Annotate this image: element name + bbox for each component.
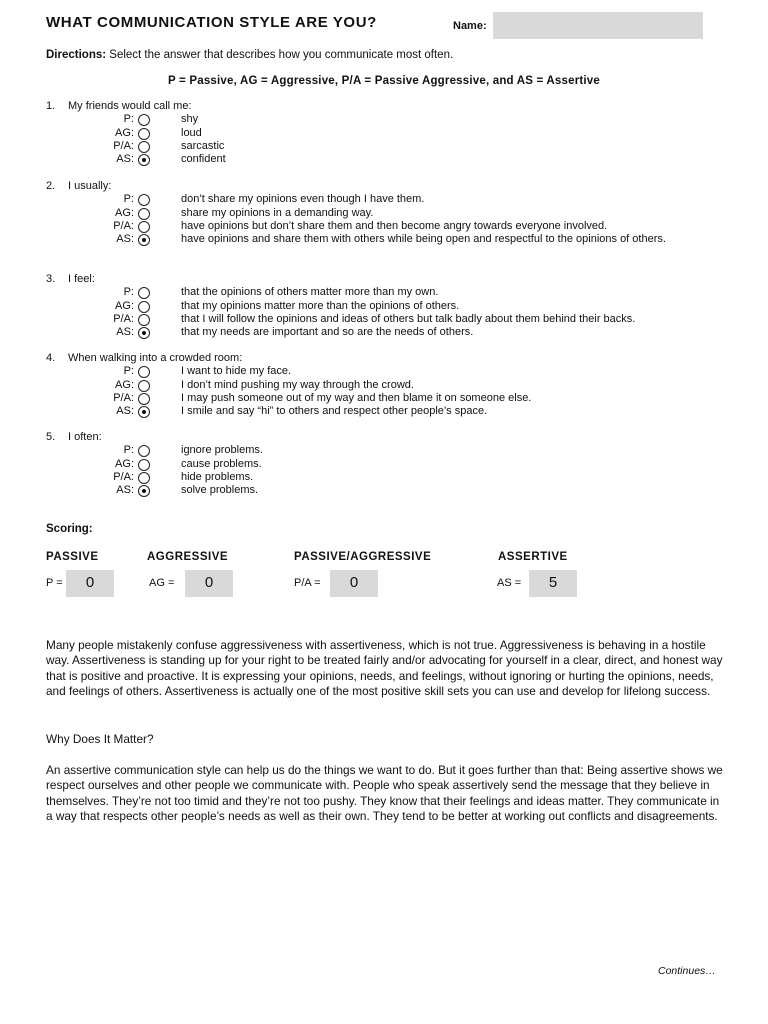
option-code: AS: xyxy=(116,233,134,246)
option-text: share my opinions in a demanding way. xyxy=(181,206,374,219)
question-number: 5. xyxy=(46,431,56,443)
score-label-assertive: AS = xyxy=(497,577,522,589)
option-code: P/A: xyxy=(113,470,134,483)
option-text: have opinions and share them with others while being open and respectful to the opinions of others. xyxy=(181,233,666,246)
body-subheading: Why Does It Matter? xyxy=(46,732,154,746)
option-code: AS: xyxy=(116,326,134,339)
option-text: that my opinions matter more than the opinions of others. xyxy=(181,299,460,312)
question-text: I usually: xyxy=(68,180,112,192)
option-text: I don’t mind pushing my way through the crowd. xyxy=(181,378,414,391)
radio-button[interactable] xyxy=(138,141,150,153)
directions xyxy=(46,49,453,61)
question-text: I feel: xyxy=(68,273,95,285)
radio-button-selected[interactable] xyxy=(138,234,150,246)
question-number: 3. xyxy=(46,273,56,285)
option-code: AG: xyxy=(115,378,134,391)
directions-label: Directions: xyxy=(46,49,107,61)
option-text: I may push someone out of my way and then blame it on someone else. xyxy=(181,391,532,404)
body-paragraph-2: An assertive communication style can help us do the things we want to do. But it goes further than that: Being assertive shows we respect ourselves and other people we communicate with. People who speak assertively send the message that they believe in themselves. They’re not too timid and they’re not too pushy. They know that their feelings and ideas matter. They communicate in a way that respects other people’s needs as well as their own. They tend to be better at working out conflicts and disagreements. xyxy=(46,763,723,823)
option-code: AS: xyxy=(116,484,134,497)
option-text: shy xyxy=(181,113,199,126)
score-value-passive[interactable]: 0 xyxy=(66,570,114,597)
question-number: 1. xyxy=(46,100,56,112)
score-label-passive: P = xyxy=(46,577,63,589)
radio-button[interactable] xyxy=(138,221,150,233)
continues-note: Continues… xyxy=(658,965,716,977)
option-code: AS: xyxy=(116,153,134,166)
option-code: P/A: xyxy=(113,391,134,404)
question-text: When walking into a crowded room: xyxy=(68,352,243,364)
option-text: solve problems. xyxy=(181,484,259,497)
option-text: have opinions but don’t share them and then become angry towards everyone involved. xyxy=(181,219,608,232)
option-code: P: xyxy=(123,113,134,126)
option-text: that my needs are important and so are the needs of others. xyxy=(181,326,474,339)
option-text: that I will follow the opinions and ideas of others but talk badly about them behind their backs. xyxy=(181,312,636,325)
question-number: 2. xyxy=(46,180,56,192)
name-label: Name: xyxy=(453,20,487,32)
option-text: I smile and say “hi” to others and respect other people’s space. xyxy=(181,405,488,418)
option-text: don’t share my opinions even though I have them. xyxy=(181,193,425,206)
radio-button[interactable] xyxy=(138,287,150,299)
body-paragraph-1: Many people mistakenly confuse aggressiveness with assertiveness, which is not true. Aggressiveness is behaving in a hostile way. Assertiveness is standing up for your right to be treated fairly and/or advocating for yourself in a clear, direct, and honest way that is positive and proactive. It is expressing your opinions, needs, and feelings, without ignoring or hurting the opinions, needs, and feelings of others. Assertiveness is actually one of the most positive skill sets you can use and develop for lifelong success. xyxy=(46,638,723,698)
option-code: AG: xyxy=(115,457,134,470)
option-text: hide problems. xyxy=(181,470,254,483)
score-label-aggressive: AG = xyxy=(149,577,175,589)
radio-button-selected[interactable] xyxy=(138,327,150,339)
option-text: sarcastic xyxy=(181,139,225,152)
option-code: P/A: xyxy=(113,312,134,325)
question-text: I often: xyxy=(68,431,102,443)
radio-button[interactable] xyxy=(138,128,150,140)
option-code: P/A: xyxy=(113,139,134,152)
option-code: P/A: xyxy=(113,219,134,232)
option-text: ignore problems. xyxy=(181,444,263,457)
option-code: AG: xyxy=(115,126,134,139)
option-text: cause problems. xyxy=(181,457,262,470)
score-label-passive-aggressive: P/A = xyxy=(294,577,321,589)
directions-text: Select the answer that describes how you communicate most often. xyxy=(106,49,454,61)
radio-button[interactable] xyxy=(138,366,150,378)
option-text: loud xyxy=(181,126,202,139)
option-text: that the opinions of others matter more than my own. xyxy=(181,286,439,299)
option-text: I want to hide my face. xyxy=(181,365,292,378)
legend: P = Passive, AG = Aggressive, P/A = Passive Aggressive, and AS = Assertive xyxy=(167,75,600,87)
radio-button[interactable] xyxy=(138,472,150,484)
option-code: P: xyxy=(123,193,134,206)
scoring-heading: Scoring: xyxy=(46,523,93,535)
score-value-aggressive[interactable]: 0 xyxy=(185,570,233,597)
radio-button-selected[interactable] xyxy=(138,154,150,166)
radio-button[interactable] xyxy=(138,114,150,126)
score-value-assertive[interactable]: 5 xyxy=(529,570,577,597)
option-code: AG: xyxy=(115,206,134,219)
radio-button[interactable] xyxy=(138,301,150,313)
score-category-aggressive: AGGRESSIVE xyxy=(147,551,229,563)
radio-button-selected[interactable] xyxy=(138,485,150,497)
option-code: P: xyxy=(123,286,134,299)
question-number: 4. xyxy=(46,352,56,364)
radio-button[interactable] xyxy=(138,208,150,220)
option-code: AS: xyxy=(116,405,134,418)
name-field[interactable] xyxy=(493,12,703,39)
radio-button[interactable] xyxy=(138,393,150,405)
score-category-passive-aggressive: PASSIVE/AGGRESSIVE xyxy=(294,551,432,563)
radio-button[interactable] xyxy=(138,380,150,392)
radio-button[interactable] xyxy=(138,194,150,206)
radio-button-selected[interactable] xyxy=(138,406,150,418)
option-code: AG: xyxy=(115,299,134,312)
question-text: My friends would call me: xyxy=(68,100,192,112)
radio-button[interactable] xyxy=(138,314,150,326)
score-value-passive-aggressive[interactable]: 0 xyxy=(330,570,378,597)
radio-button[interactable] xyxy=(138,459,150,471)
option-code: P: xyxy=(123,365,134,378)
page-title: WHAT COMMUNICATION STYLE ARE YOU? xyxy=(46,14,377,31)
radio-button[interactable] xyxy=(138,445,150,457)
score-category-passive: PASSIVE xyxy=(46,551,99,563)
score-category-assertive: ASSERTIVE xyxy=(498,551,568,563)
option-text: confident xyxy=(181,153,226,166)
option-code: P: xyxy=(123,444,134,457)
